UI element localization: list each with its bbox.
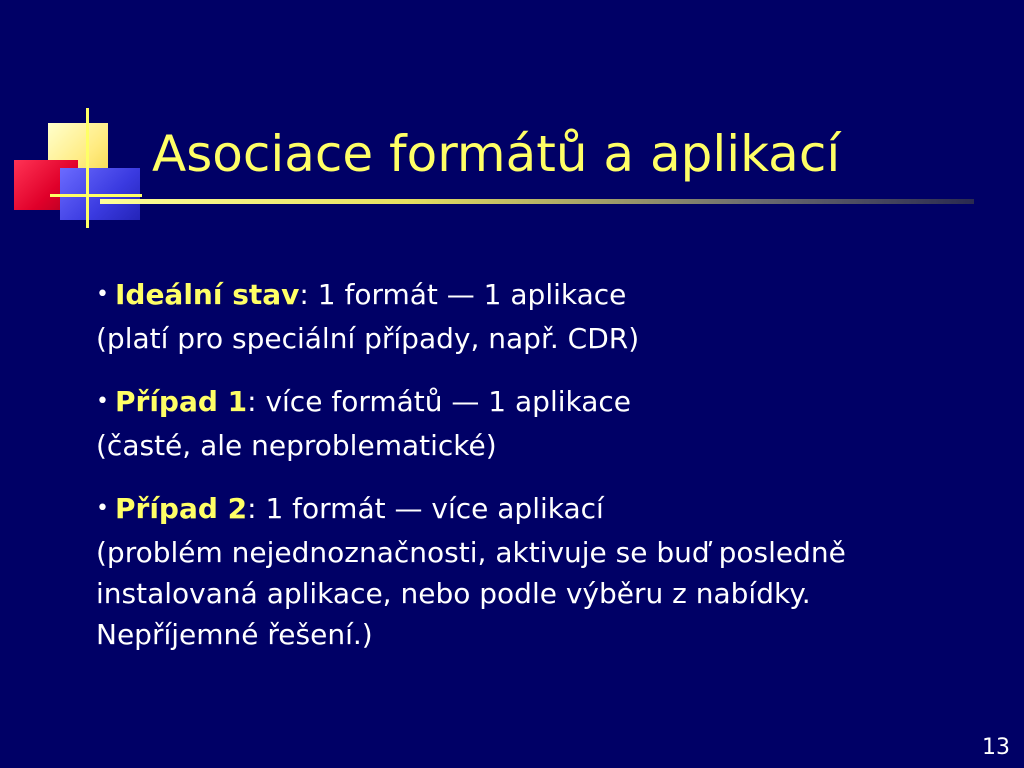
list-item-line (96, 381, 916, 425)
list-item (96, 381, 916, 466)
list-item-note: (problém nejednoznačnosti, aktivuje se buď posledně instalovaná aplikace, nebo podle výběru z nabídky. Nepříjemné řešení.) (96, 536, 846, 651)
slide-title: Asociace formátů a aplikací (152, 125, 841, 183)
bullet-icon: • (96, 282, 109, 307)
list-item-text: : 1 formát — více aplikací (247, 492, 604, 525)
list-item-note: (platí pro speciální případy, např. CDR) (96, 322, 640, 355)
list-item-keyword: Případ 2 (114, 492, 248, 525)
page-number: 13 (982, 735, 1010, 760)
list-item-keyword: Ideální stav (114, 278, 300, 311)
list-item (96, 274, 916, 359)
list-item-keyword: Případ 1 (114, 385, 248, 418)
bullet-icon: • (96, 496, 109, 521)
list-item-text: : více formátů — 1 aplikace (247, 385, 632, 418)
bullet-icon: • (96, 389, 109, 414)
list-item-line (96, 274, 916, 318)
bullet-list (96, 274, 916, 677)
title-underline-rule (100, 199, 974, 204)
list-item (96, 488, 916, 655)
logo-vertical-line (86, 108, 89, 228)
list-item-line (96, 488, 916, 532)
logo-horizontal-line (50, 194, 142, 197)
list-item-text: : 1 formát — 1 aplikace (299, 278, 627, 311)
list-item-note: (časté, ale neproblematické) (96, 429, 497, 462)
